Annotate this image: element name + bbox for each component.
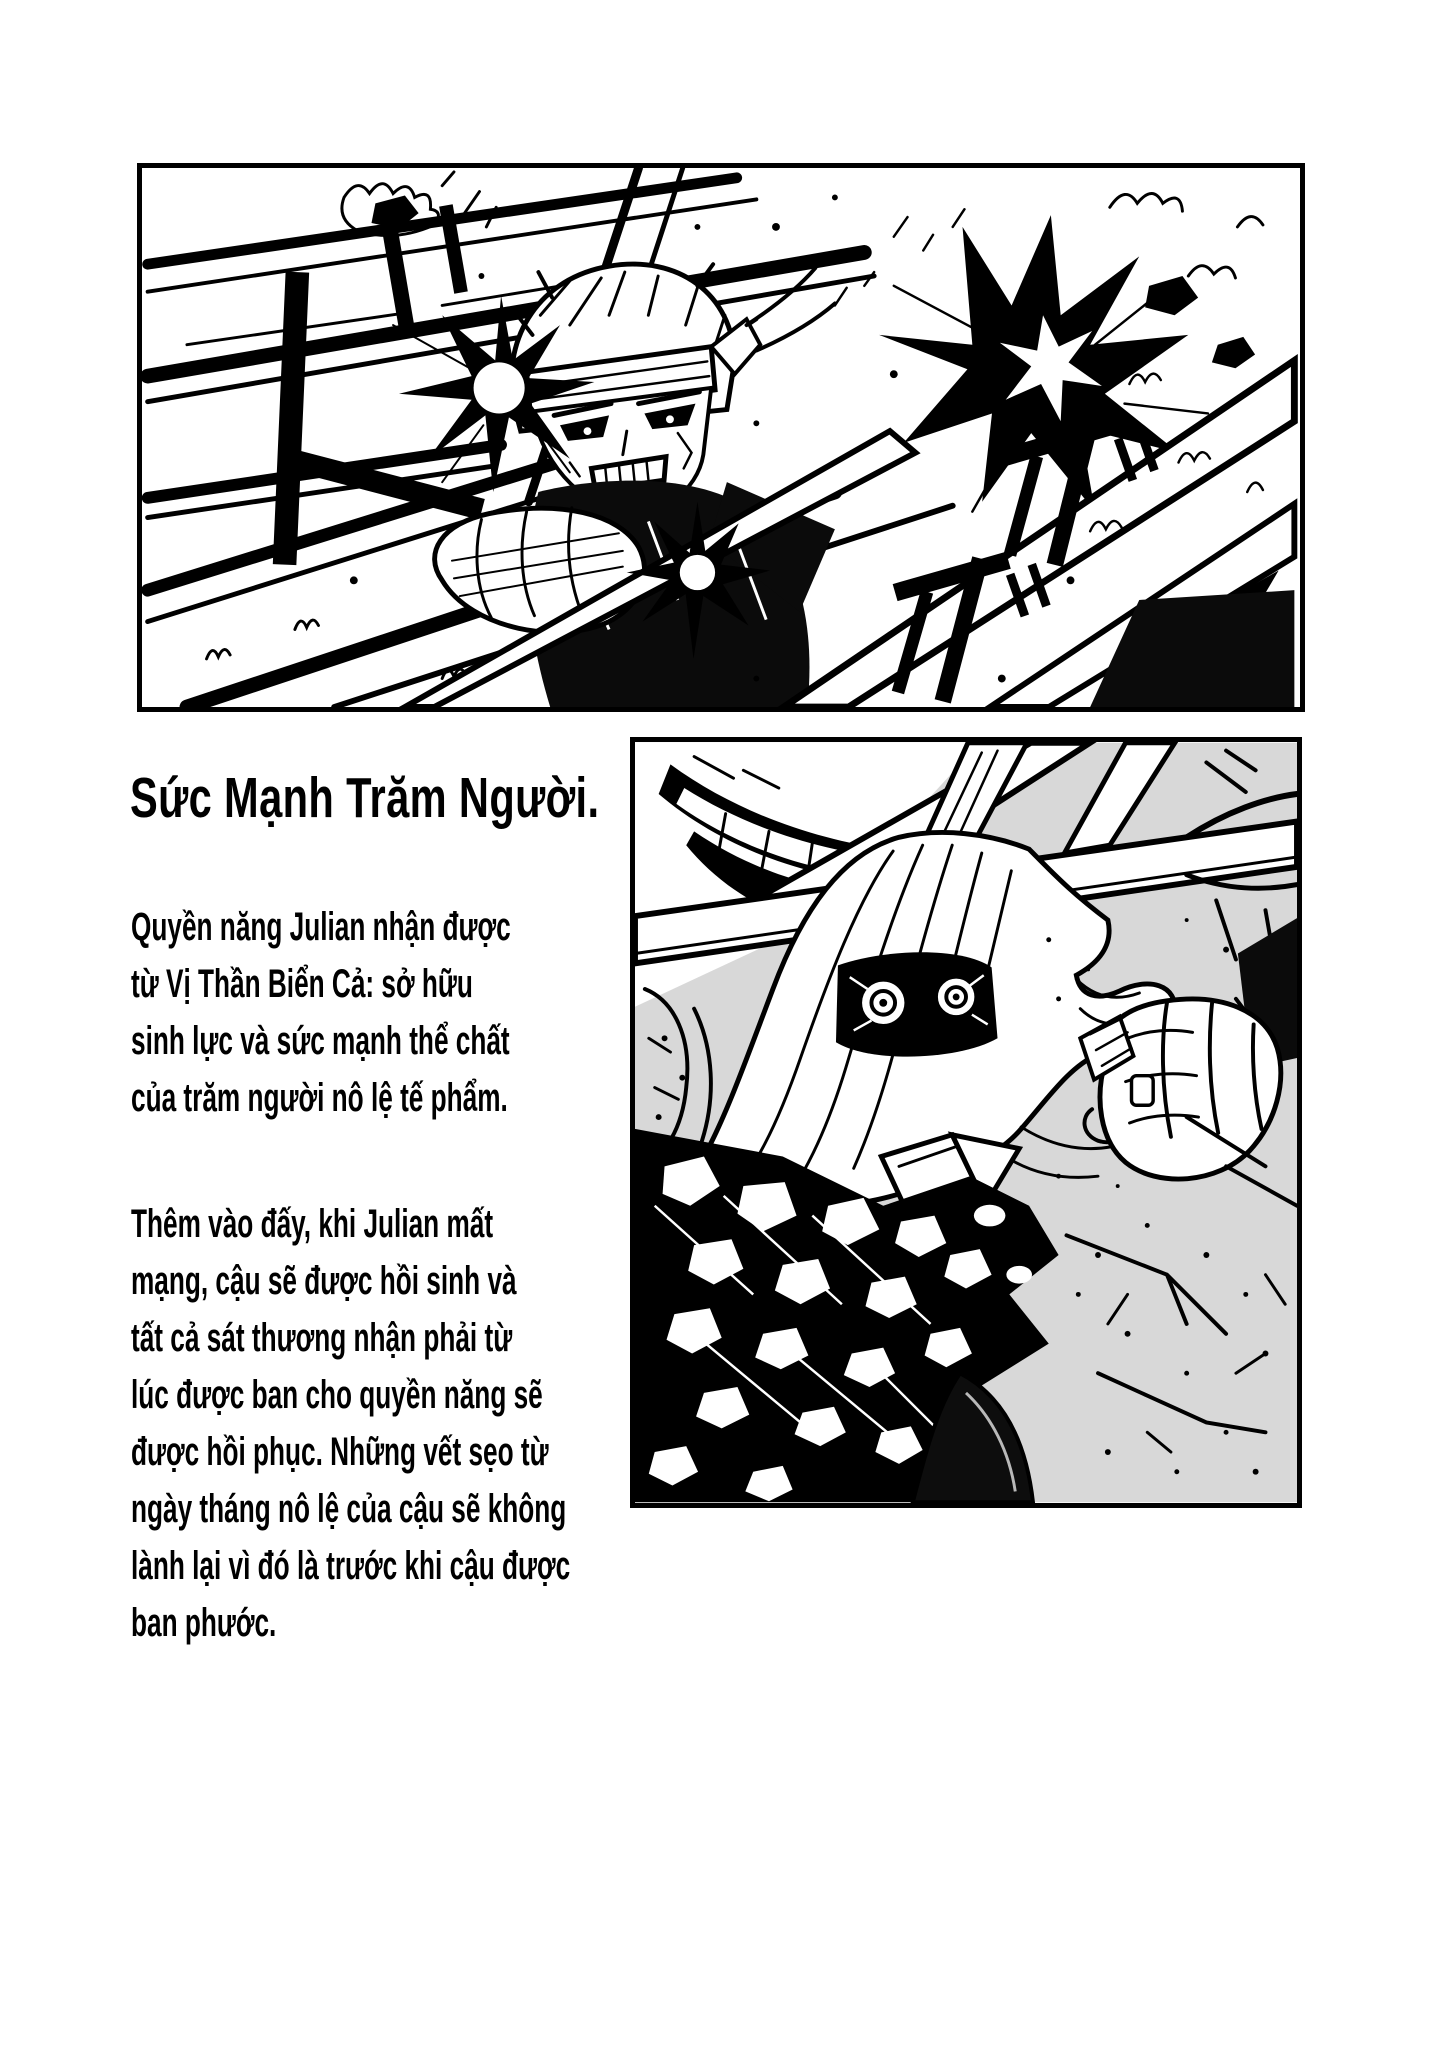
julian-closeup-art	[635, 742, 1297, 1503]
ability-paragraph-1: Quyền năng Julian nhận được từ Vị Thần Biển Cả: sở hữu sinh lực và sức mạnh thể chất của trăm người nô lệ tế phẩm.	[131, 905, 511, 1120]
panel-action-scene	[137, 163, 1305, 712]
sfx-do-katakana	[285, 212, 472, 553]
hollow-eyes	[836, 952, 998, 1056]
panel-julian-closeup	[630, 737, 1302, 1508]
ability-title: Sức Mạnh Trăm Người.	[130, 766, 600, 830]
ability-paragraph-2: Thêm vào đấy, khi Julian mất mạng, cậu sẽ được hồi sinh và tất cả sát thương nhận phải từ lúc được ban cho quyền năng sẽ được hồi phục. Những vết sẹo từ ngày tháng nô lệ của cậu sẽ không lành lại vì đó là trước khi cậu được ban phước.	[131, 1202, 571, 1645]
action-scene-art	[142, 168, 1300, 707]
